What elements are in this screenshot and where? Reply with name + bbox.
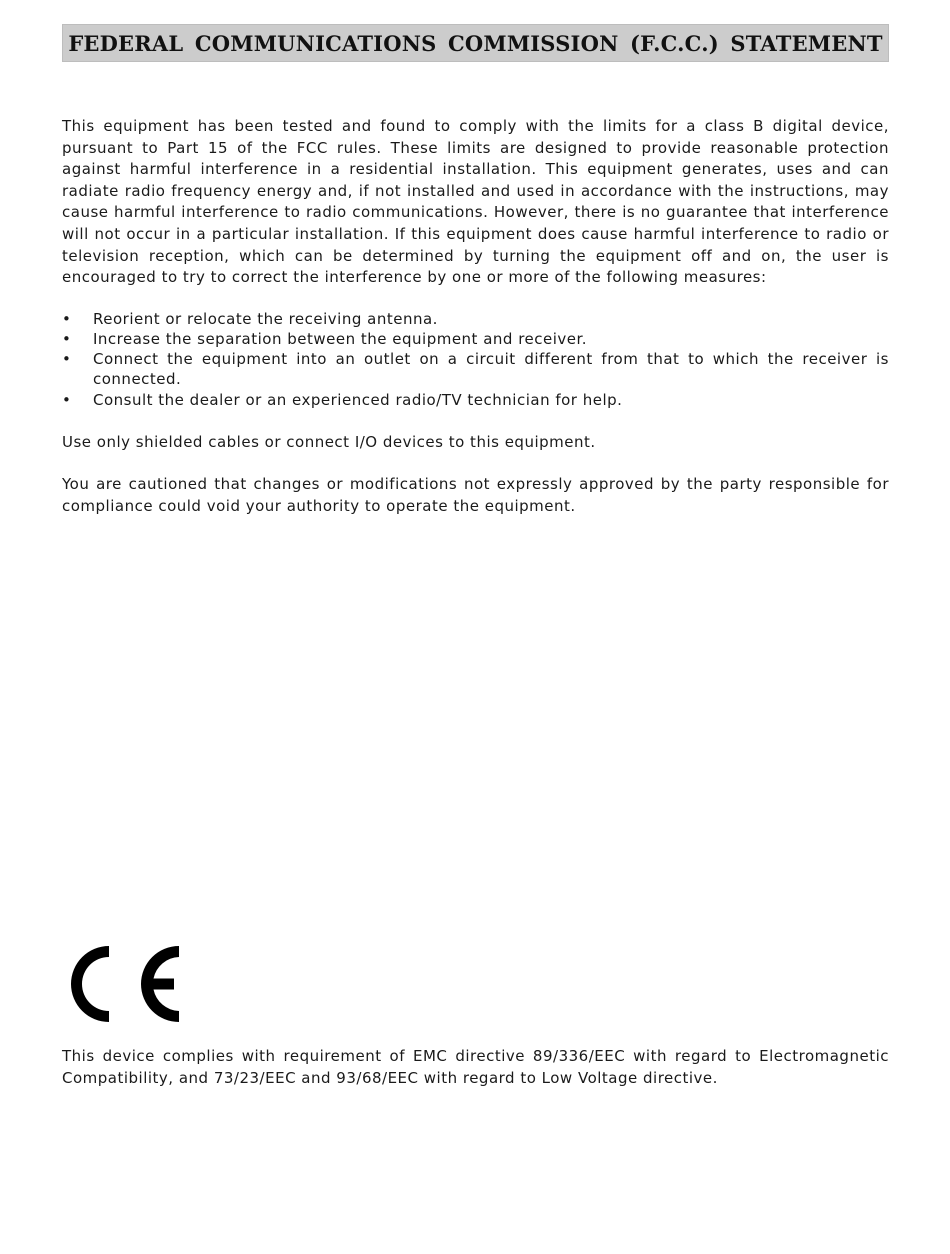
measure-text: Increase the separation between the equipment and receiver. — [93, 329, 588, 348]
list-item — [62, 329, 889, 349]
list-item — [62, 349, 889, 389]
list-item — [62, 309, 889, 329]
measure-text: Consult the dealer or an experienced radio/TV technician for help. — [93, 390, 623, 409]
bullet-icon: • — [62, 390, 72, 409]
bullet-icon: • — [62, 329, 72, 348]
list-item — [62, 390, 889, 410]
bullet-icon: • — [62, 350, 72, 369]
intro-paragraph: This equipment has been tested and found to comply with the limits for a class B digital device, pursuant to Part 15 of the FCC rules. These limits are designed to provide reasonable protection against harmful interference in a residential installation. This equipment generates, uses and can radiate radio frequency energy and, if not installed and used in accordance with the instructions, may cause harmful interference to radio communications. However, there is no guarantee that interference will not occur in a particular installation. If this equipment does cause harmful interference to radio or television reception, which can be determined by turning the equipment off and on, the user is encouraged to try to correct the interference by one or more of the following measures: — [62, 117, 889, 287]
ce-compliance-text: This device complies with requirement of EMC directive 89/336/EEC with regard to Electromagnetic Compatibility, and 73/23/EEC and 93/68/EEC with regard to Low Voltage directive. — [62, 1047, 889, 1087]
measure-text: Connect the equipment into an outlet on a circuit different from that to which the receiver is connected. — [93, 350, 889, 389]
measures-list — [62, 309, 889, 410]
title-bar — [62, 24, 889, 62]
bullet-icon: • — [62, 309, 72, 328]
page-title: FEDERAL COMMUNICATIONS COMMISSION (F.C.C.) STATEMENT — [68, 30, 883, 56]
caution-note: You are cautioned that changes or modifications not expressly approved by the party responsible for compliance could void your authority to operate the equipment. — [62, 475, 889, 515]
fcc-statement-section — [62, 24, 889, 518]
measure-text: Reorient or relocate the receiving antenna. — [93, 309, 438, 328]
shielded-cables-note: Use only shielded cables or connect I/O devices to this equipment. — [62, 432, 596, 451]
ce-mark-icon — [62, 942, 180, 1026]
